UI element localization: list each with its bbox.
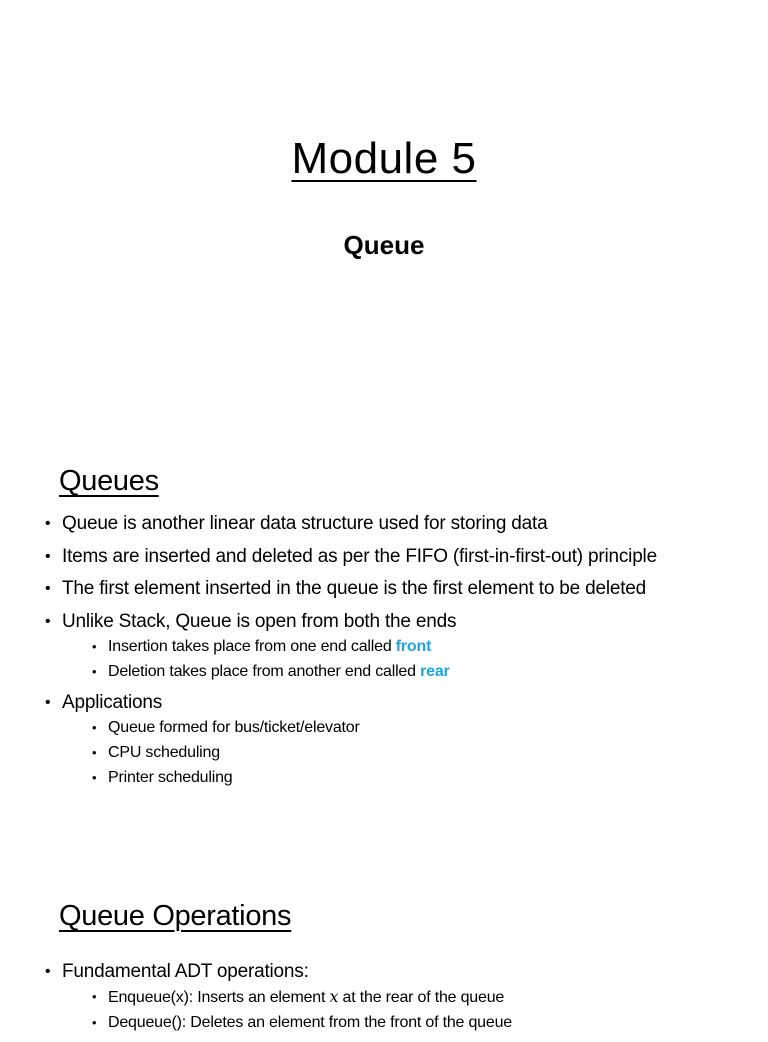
- sub-bullet-list: [62, 987, 758, 1033]
- bullet-item: [45, 691, 758, 789]
- bullet-text: Unlike Stack, Queue is open from both the ends: [62, 610, 457, 632]
- bullet-item: [45, 610, 758, 682]
- bullet-list: [45, 512, 758, 797]
- slide-heading: Queues: [59, 465, 159, 497]
- sub-bullet-item: • Queue formed for bus/ticket/elevator: [62, 718, 758, 738]
- sub-bullet-text: Deletion takes place from another end called: [108, 663, 421, 681]
- bullet-item: • The first element inserted in the queue is the first element to be deleted: [45, 577, 758, 601]
- sub-bullet-item: [62, 987, 758, 1008]
- slide-title: [0, 0, 768, 420]
- math-variable: x: [329, 987, 339, 1006]
- sub-bullet-item: • CPU scheduling: [62, 743, 758, 763]
- bullet-text: Applications: [62, 691, 163, 713]
- module-title: Module 5: [291, 134, 477, 183]
- slide-queue-operations: [0, 880, 768, 1032]
- bullet-item: • Items are inserted and deleted as per the FIFO (first-in-first-out) principle: [45, 545, 758, 569]
- bullet-item: [45, 960, 758, 1033]
- module-subtitle: Queue: [343, 230, 425, 260]
- slide-heading: Queue Operations: [59, 900, 292, 932]
- sub-bullet-item: [62, 637, 758, 657]
- bullet-list: [45, 960, 758, 1042]
- sub-bullet-text: Enqueue(x): Inserts an element: [108, 989, 330, 1006]
- sub-bullet-item: [62, 662, 758, 682]
- bullet-item: • Queue is another linear data structure used for storing data: [45, 512, 758, 536]
- bullet-text: Fundamental ADT operations:: [62, 961, 309, 982]
- sub-bullet-list: [62, 718, 758, 789]
- sub-bullet-item: • Printer scheduling: [62, 768, 758, 788]
- highlight-term-rear: rear: [420, 663, 450, 681]
- sub-bullet-text: at the rear of the queue: [338, 989, 505, 1006]
- sub-bullet-item: • Dequeue(): Deletes an element from the front of the queue: [62, 1013, 758, 1033]
- sub-bullet-list: [62, 637, 758, 682]
- highlight-term-front: front: [395, 637, 432, 655]
- slide-queues: [0, 445, 768, 865]
- sub-bullet-text: Insertion takes place from one end called: [108, 637, 396, 655]
